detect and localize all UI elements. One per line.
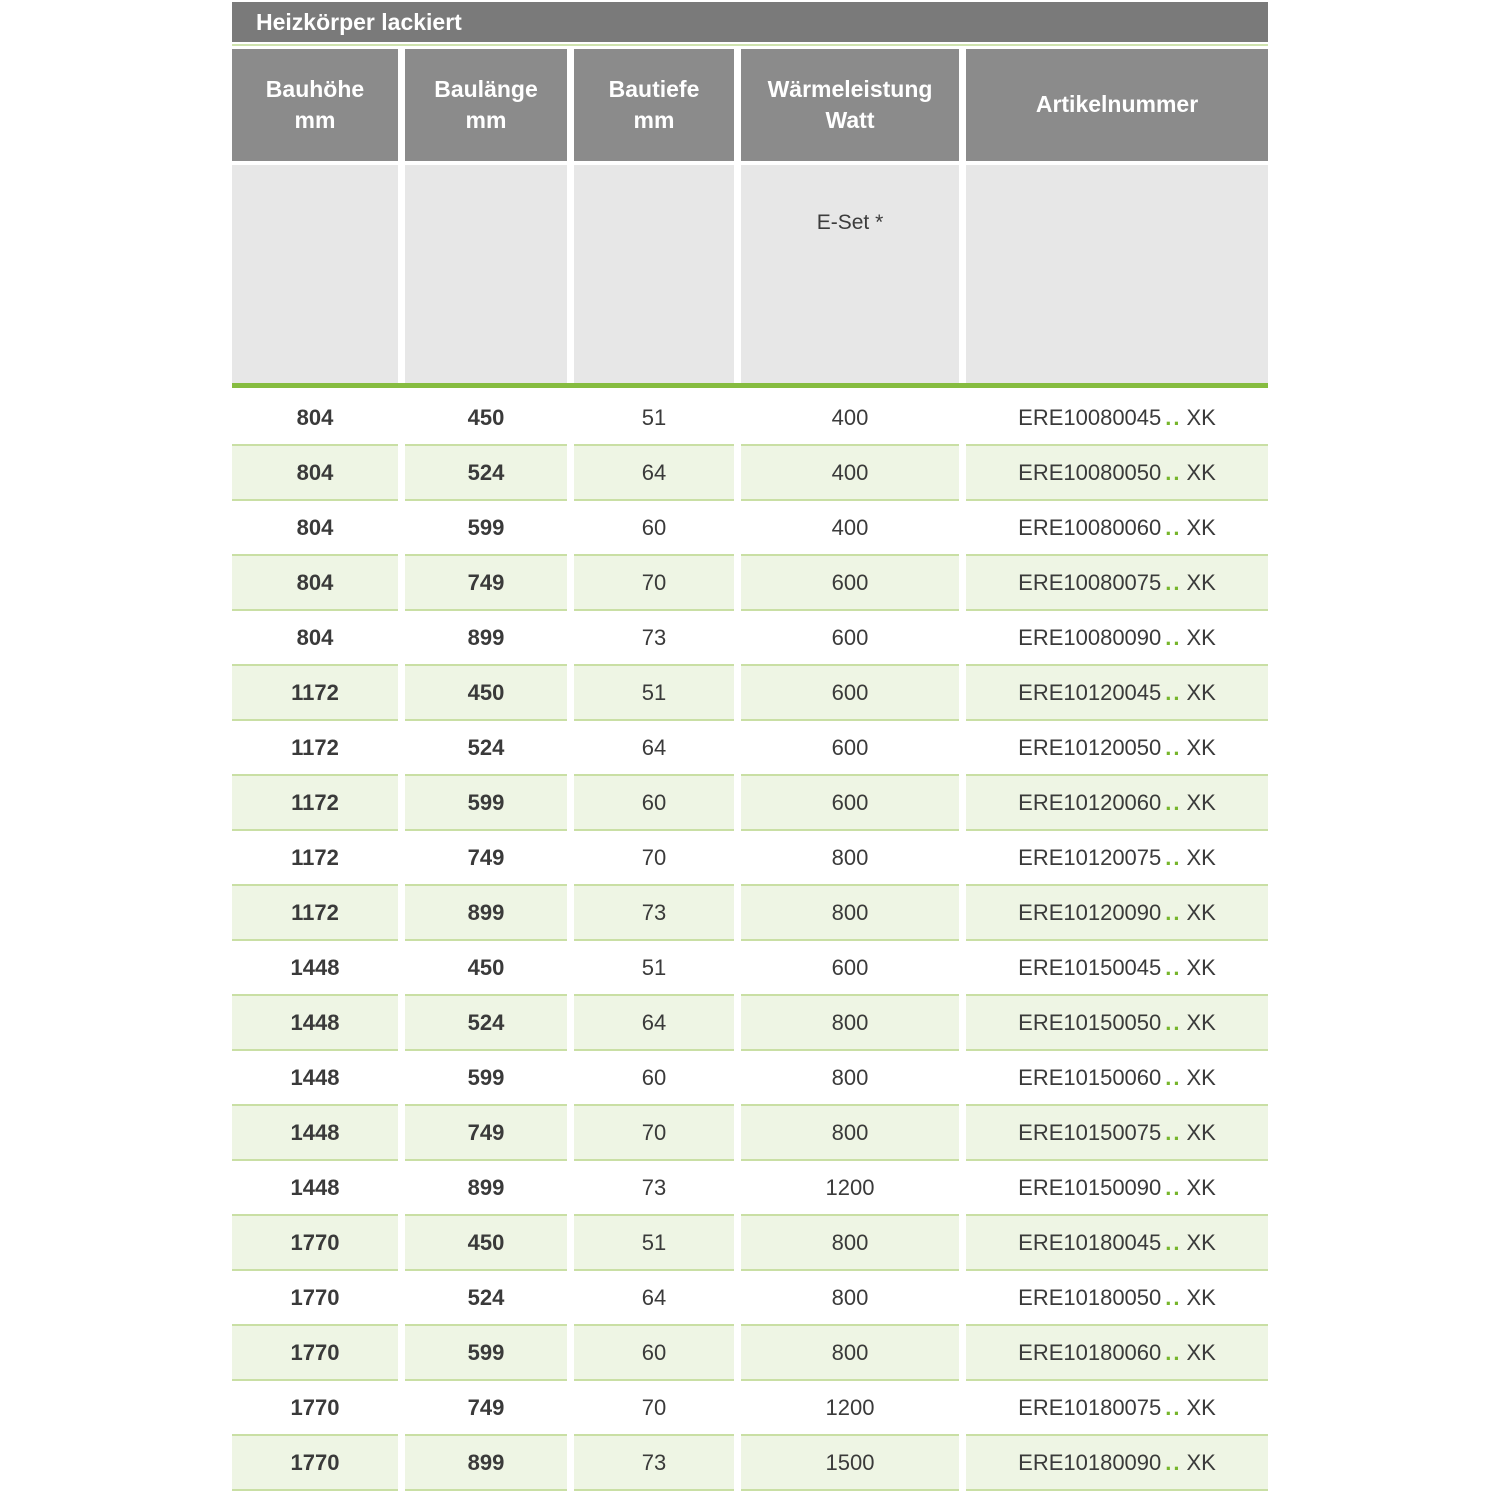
waermeleistung-cell: 400 [741,446,959,501]
waermeleistung-cell: 600 [741,941,959,996]
artikel-dots: .. [1165,1449,1182,1475]
artikel-dots: .. [1165,624,1182,650]
artikel-suffix: XK [1186,1119,1216,1145]
header-label-line1: Bautiefe [608,75,700,102]
bauhoehe-cell: 1172 [232,776,398,831]
bautiefe-cell: 51 [574,941,734,996]
artikel-prefix: ERE10120090 [1018,899,1162,925]
baulaenge-cell: 899 [405,1436,567,1491]
artikel-dots: .. [1165,1064,1182,1090]
baulaenge-cell: 450 [405,941,567,996]
bauhoehe-cell: 1770 [232,1326,398,1381]
baulaenge-cell: 899 [405,1161,567,1216]
artikel-suffix: XK [1186,1284,1216,1310]
baulaenge-cell: 899 [405,611,567,666]
table-title: Heizkörper lackiert [256,8,462,35]
waermeleistung-cell: 600 [741,666,959,721]
artikelnummer-cell [966,1436,1268,1491]
header-cell-artikelnummer [966,49,1268,161]
artikelnummer-cell [966,556,1268,611]
subheader-cell-artikelnummer [966,165,1268,383]
baulaenge-cell: 524 [405,1271,567,1326]
waermeleistung-cell: 800 [741,831,959,886]
baulaenge-cell: 749 [405,1106,567,1161]
baulaenge-cell: 599 [405,501,567,556]
subheader-cell-bauhoehe [232,165,398,383]
waermeleistung-cell: 600 [741,556,959,611]
waermeleistung-cell: 1200 [741,1381,959,1436]
artikel-suffix: XK [1186,514,1216,540]
bauhoehe-cell: 1172 [232,831,398,886]
artikel-dots: .. [1165,899,1182,925]
waermeleistung-cell: 800 [741,1326,959,1381]
bautiefe-cell: 73 [574,1161,734,1216]
table-row [232,831,1268,886]
artikel-dots: .. [1165,459,1182,485]
waermeleistung-cell: 800 [741,1106,959,1161]
header-label-line1: Bauhöhe [265,75,365,102]
bautiefe-cell: 70 [574,1106,734,1161]
bautiefe-cell: 70 [574,831,734,886]
baulaenge-cell: 749 [405,1381,567,1436]
header-cell-waermeleistung [741,49,959,161]
table-title-bar [232,2,1268,42]
bauhoehe-cell: 804 [232,501,398,556]
artikel-suffix: XK [1186,404,1216,430]
artikel-prefix: ERE10080045 [1018,404,1162,430]
header-label-line2: Watt [825,107,875,133]
artikelnummer-cell [966,1051,1268,1106]
table-row [232,1271,1268,1326]
waermeleistung-cell: 600 [741,611,959,666]
header-label-line2: mm [465,107,507,133]
artikel-prefix: ERE10150050 [1018,1009,1162,1035]
artikel-dots: .. [1165,514,1182,540]
waermeleistung-cell: 400 [741,501,959,556]
artikel-prefix: ERE10150090 [1018,1174,1162,1200]
artikelnummer-cell [966,831,1268,886]
header-cell-bautiefe [574,49,734,161]
bauhoehe-cell: 804 [232,556,398,611]
artikel-suffix: XK [1186,1174,1216,1200]
table-row [232,1436,1268,1491]
artikel-prefix: ERE10150075 [1018,1119,1162,1145]
bauhoehe-cell: 1448 [232,996,398,1051]
table-row [232,721,1268,776]
baulaenge-cell: 599 [405,1326,567,1381]
baulaenge-cell: 450 [405,1216,567,1271]
baulaenge-cell: 524 [405,996,567,1051]
artikel-suffix: XK [1186,1229,1216,1255]
bauhoehe-cell: 1770 [232,1216,398,1271]
waermeleistung-cell: 600 [741,721,959,776]
artikel-suffix: XK [1186,1394,1216,1420]
waermeleistung-cell: 400 [741,391,959,446]
artikel-prefix: ERE10180090 [1018,1449,1162,1475]
artikel-suffix: XK [1186,569,1216,595]
artikelnummer-cell [966,611,1268,666]
artikelnummer-cell [966,1106,1268,1161]
eset-label: E-Set * [816,211,884,234]
table-row [232,501,1268,556]
table-row [232,391,1268,446]
artikel-suffix: XK [1186,734,1216,760]
bauhoehe-cell: 1448 [232,1106,398,1161]
artikelnummer-cell [966,886,1268,941]
table-row [232,1326,1268,1381]
table-header-row [232,49,1268,161]
bautiefe-cell: 51 [574,1216,734,1271]
artikel-prefix: ERE10120045 [1018,679,1162,705]
table-row [232,776,1268,831]
bautiefe-cell: 60 [574,501,734,556]
artikel-prefix: ERE10180060 [1018,1339,1162,1365]
table-row [232,1106,1268,1161]
artikel-prefix: ERE10080075 [1018,569,1162,595]
product-spec-table [232,2,1268,1491]
artikel-suffix: XK [1186,1009,1216,1035]
artikel-suffix: XK [1186,1064,1216,1090]
bautiefe-cell: 60 [574,776,734,831]
bauhoehe-cell: 1448 [232,941,398,996]
bauhoehe-cell: 1448 [232,1051,398,1106]
artikel-prefix: ERE10150060 [1018,1064,1162,1090]
subheader-cell-eset [741,165,959,383]
table-row [232,666,1268,721]
artikelnummer-cell [966,1381,1268,1436]
waermeleistung-cell: 800 [741,996,959,1051]
artikel-prefix: ERE10080090 [1018,624,1162,650]
baulaenge-cell: 899 [405,886,567,941]
bauhoehe-cell: 1770 [232,1271,398,1326]
artikel-prefix: ERE10080060 [1018,514,1162,540]
artikel-dots: .. [1165,569,1182,595]
bauhoehe-cell: 1448 [232,1161,398,1216]
table-row [232,1381,1268,1436]
bautiefe-cell: 64 [574,721,734,776]
table-body [232,391,1268,1491]
artikel-suffix: XK [1186,789,1216,815]
artikel-prefix: ERE10120050 [1018,734,1162,760]
artikelnummer-cell [966,446,1268,501]
artikel-suffix: XK [1186,459,1216,485]
baulaenge-cell: 524 [405,446,567,501]
bautiefe-cell: 60 [574,1051,734,1106]
baulaenge-cell: 524 [405,721,567,776]
waermeleistung-cell: 800 [741,1271,959,1326]
waermeleistung-cell: 800 [741,1216,959,1271]
header-label-line1: Baulänge [434,75,538,102]
bauhoehe-cell: 1172 [232,886,398,941]
header-label-line1: Artikelnummer [1035,91,1199,118]
artikelnummer-cell [966,996,1268,1051]
artikel-prefix: ERE10180050 [1018,1284,1162,1310]
bautiefe-cell: 51 [574,666,734,721]
artikel-dots: .. [1165,789,1182,815]
header-label-line2: mm [633,107,675,133]
bautiefe-cell: 73 [574,1436,734,1491]
artikel-dots: .. [1165,1009,1182,1035]
bauhoehe-cell: 1172 [232,721,398,776]
bautiefe-cell: 64 [574,446,734,501]
artikel-dots: .. [1165,1174,1182,1200]
subheader-cell-bautiefe [574,165,734,383]
artikel-suffix: XK [1186,1449,1216,1475]
bautiefe-cell: 70 [574,556,734,611]
artikel-prefix: ERE10180075 [1018,1394,1162,1420]
table-row [232,1051,1268,1106]
artikel-dots: .. [1165,1229,1182,1255]
header-label-line1: Wärmeleistung [767,75,933,102]
bautiefe-cell: 64 [574,1271,734,1326]
bauhoehe-cell: 804 [232,446,398,501]
artikel-dots: .. [1165,954,1182,980]
artikel-prefix: ERE10120060 [1018,789,1162,815]
artikel-dots: .. [1165,1339,1182,1365]
bautiefe-cell: 73 [574,611,734,666]
bautiefe-cell: 70 [574,1381,734,1436]
header-cell-bauhoehe [232,49,398,161]
baulaenge-cell: 599 [405,776,567,831]
bauhoehe-cell: 1770 [232,1381,398,1436]
baulaenge-cell: 749 [405,831,567,886]
artikel-prefix: ERE10120075 [1018,844,1162,870]
baulaenge-cell: 749 [405,556,567,611]
artikel-suffix: XK [1186,844,1216,870]
waermeleistung-cell: 800 [741,886,959,941]
artikel-dots: .. [1165,734,1182,760]
artikelnummer-cell [966,776,1268,831]
title-divider-line [232,44,1268,46]
artikelnummer-cell [966,391,1268,446]
table-row [232,1161,1268,1216]
bautiefe-cell: 73 [574,886,734,941]
bauhoehe-cell: 1770 [232,1436,398,1491]
header-cell-baulaenge [405,49,567,161]
artikel-dots: .. [1165,1119,1182,1145]
artikel-dots: .. [1165,679,1182,705]
artikelnummer-cell [966,1216,1268,1271]
artikelnummer-cell [966,666,1268,721]
table-row [232,886,1268,941]
artikel-dots: .. [1165,1394,1182,1420]
table-subheader-row [232,165,1268,383]
artikel-dots: .. [1165,844,1182,870]
artikel-suffix: XK [1186,954,1216,980]
bauhoehe-cell: 804 [232,611,398,666]
artikel-suffix: XK [1186,899,1216,925]
table-row [232,556,1268,611]
artikelnummer-cell [966,1271,1268,1326]
artikelnummer-cell [966,501,1268,556]
artikelnummer-cell [966,941,1268,996]
bautiefe-cell: 51 [574,391,734,446]
artikel-suffix: XK [1186,624,1216,650]
artikel-dots: .. [1165,1284,1182,1310]
bautiefe-cell: 60 [574,1326,734,1381]
subheader-cell-baulaenge [405,165,567,383]
table-row [232,941,1268,996]
waermeleistung-cell: 1200 [741,1161,959,1216]
artikel-prefix: ERE10180045 [1018,1229,1162,1255]
bauhoehe-cell: 1172 [232,666,398,721]
table-row [232,996,1268,1051]
baulaenge-cell: 450 [405,391,567,446]
baulaenge-cell: 450 [405,666,567,721]
bauhoehe-cell: 804 [232,391,398,446]
artikel-dots: .. [1165,404,1182,430]
artikelnummer-cell [966,721,1268,776]
artikel-suffix: XK [1186,1339,1216,1365]
artikel-prefix: ERE10150045 [1018,954,1162,980]
waermeleistung-cell: 800 [741,1051,959,1106]
waermeleistung-cell: 600 [741,776,959,831]
header-divider-line [232,383,1268,388]
table-row [232,1216,1268,1271]
baulaenge-cell: 599 [405,1051,567,1106]
table-row [232,611,1268,666]
bautiefe-cell: 64 [574,996,734,1051]
waermeleistung-cell: 1500 [741,1436,959,1491]
artikel-suffix: XK [1186,679,1216,705]
table-row [232,446,1268,501]
artikelnummer-cell [966,1326,1268,1381]
header-label-line2: mm [294,107,336,133]
artikel-prefix: ERE10080050 [1018,459,1162,485]
artikelnummer-cell [966,1161,1268,1216]
